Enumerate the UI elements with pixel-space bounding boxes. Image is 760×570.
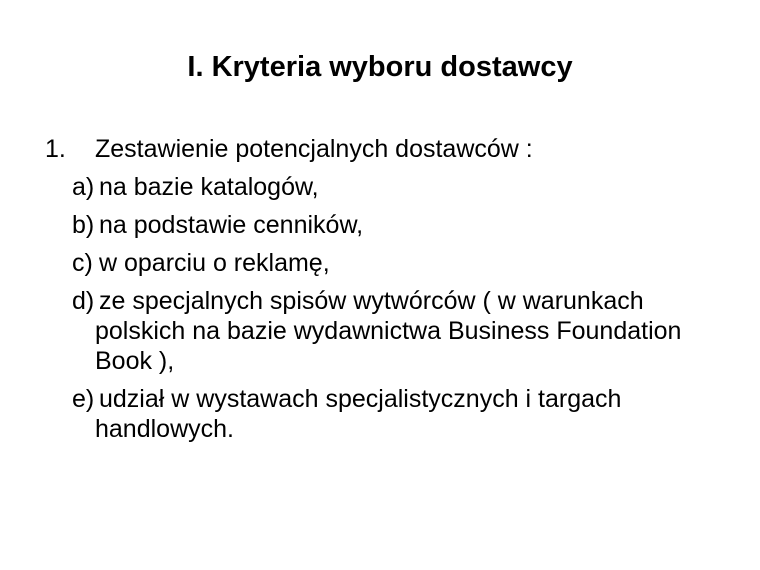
- sub-item-label: e): [72, 385, 95, 413]
- sub-item-line: [72, 248, 760, 278]
- sub-item-a: [72, 172, 760, 202]
- sub-item-text: ze specjalnych spisów wytwórców ( w warunkach: [99, 287, 644, 315]
- sub-item-label: b): [72, 211, 95, 239]
- sub-item-wrapped-line: polskich na bazie wydawnictwa Business Foundation: [95, 317, 682, 345]
- sub-item-e: [72, 384, 760, 444]
- numbered-item-marker: 1.: [45, 135, 66, 163]
- sub-item-wrapped-line: handlowych.: [95, 415, 234, 443]
- sub-item-text: udział w wystawach specjalistycznych i targach: [99, 385, 622, 413]
- sub-item-text: na bazie katalogów,: [99, 173, 319, 201]
- sub-item-label: d): [72, 287, 95, 315]
- numbered-item-text: Zestawienie potencjalnych dostawców :: [95, 135, 533, 163]
- slide-body: [0, 134, 760, 444]
- numbered-item-1: [45, 134, 760, 164]
- sub-item-b: [72, 210, 760, 240]
- sub-item-label: a): [72, 173, 95, 201]
- sub-item-line: [72, 286, 760, 316]
- sub-item-text: na podstawie cenników,: [99, 211, 364, 239]
- sub-item-line: [72, 384, 760, 414]
- sub-item-wrapped-line: Book ),: [95, 347, 175, 375]
- sub-item-line: [72, 172, 760, 202]
- sub-item-line: [72, 210, 760, 240]
- sub-item-d: [72, 286, 760, 376]
- sub-item-c: [72, 248, 760, 278]
- sub-item-label: c): [72, 249, 93, 277]
- slide-title: I. Kryteria wyboru dostawcy: [187, 51, 573, 83]
- sub-item-text: w oparciu o reklamę,: [99, 249, 330, 277]
